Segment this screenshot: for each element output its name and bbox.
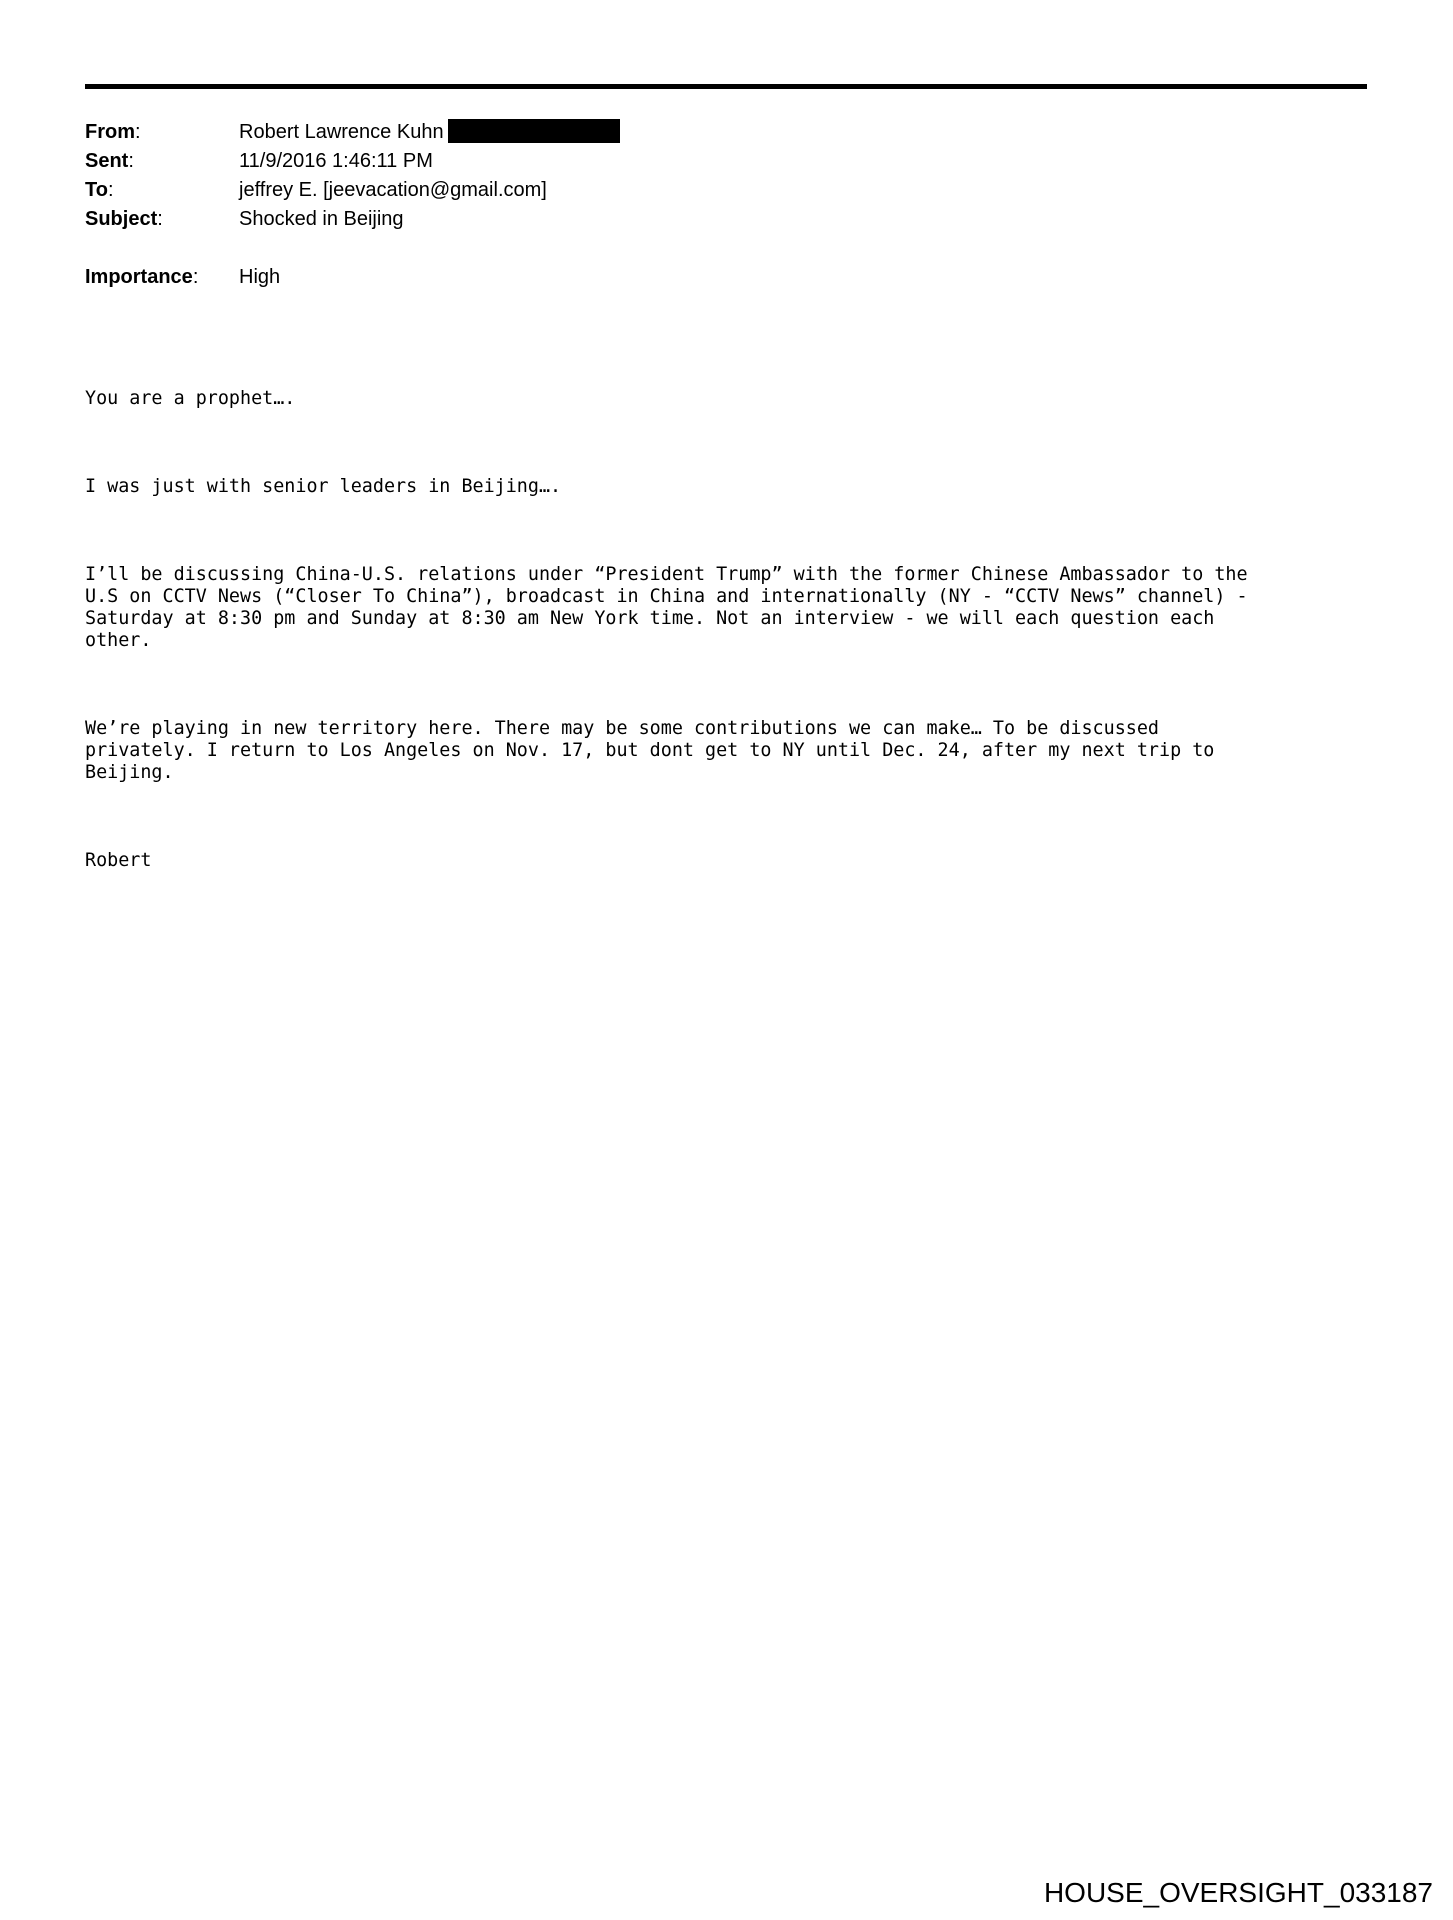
to-label: To:: [85, 179, 114, 201]
redaction-box: [448, 119, 620, 143]
bates-number: HOUSE_OVERSIGHT_033187: [1043, 1877, 1433, 1908]
body-paragraph-1: You are a prophet….: [85, 388, 296, 409]
subject-value: Shocked in Beijing: [239, 208, 404, 230]
body-paragraph-2: I was just with senior leaders in Beijing….: [85, 476, 562, 497]
sent-label: Sent:: [85, 150, 134, 172]
from-label: From:: [85, 121, 141, 143]
from-value: Robert Lawrence Kuhn: [239, 118, 620, 147]
top-rule: [85, 84, 1367, 89]
sent-value: 11/9/2016 1:46:11 PM: [239, 150, 433, 172]
signature: Robert: [85, 850, 152, 871]
subject-label: Subject:: [85, 208, 163, 230]
email-body: [85, 344, 1375, 916]
body-paragraph-3: I’ll be discussing China-U.S. relations under “President Trump” with the former Chinese Ambassador to the U.S on CCTV News (“Closer To China”), broadcast in China and internationally (NY - “CCTV News” channel) - Saturday at 8:30 pm and Sunday at 8:30 am New York time. Not an interview - we will each question each other.: [85, 564, 1248, 651]
importance-label: Importance:: [85, 266, 199, 288]
to-value: jeffrey E. [jeevacation@gmail.com]: [239, 179, 547, 201]
importance-value: High: [239, 266, 281, 288]
body-paragraph-4: We’re playing in new territory here. There may be some contributions we can make… To be discussed privately. I return to Los Angeles on Nov. 17, but dont get to NY until Dec. 24, after my next trip to Beijing.: [85, 718, 1215, 783]
